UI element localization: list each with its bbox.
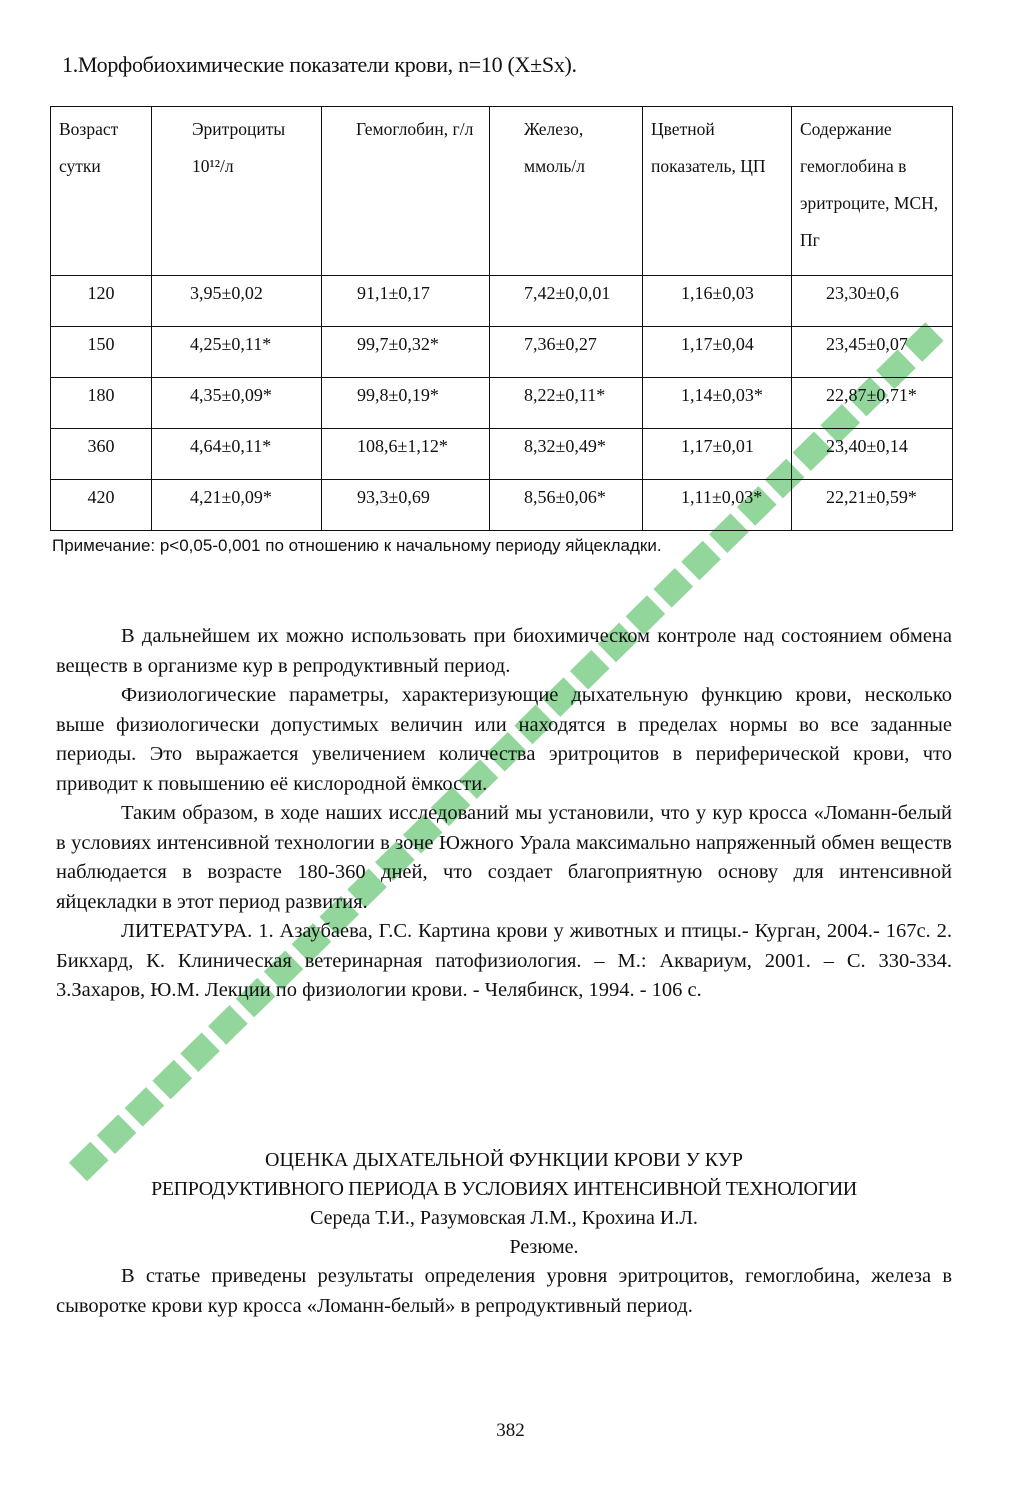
header-mch: Содержание гемоглобина в эритроците, МСН, Пг bbox=[792, 107, 953, 276]
cell-mch: 23,45±0,07 bbox=[792, 327, 953, 378]
header-erythrocytes: Эритроциты 10¹²/л bbox=[152, 107, 322, 276]
table-note: Примечание: p<0,05-0,001 по отношению к начальному периоду яйцекладки. bbox=[52, 536, 662, 555]
cell-age: 120 bbox=[51, 276, 152, 327]
cell-age: 150 bbox=[51, 327, 152, 378]
cell-hemoglobin: 93,3±0,69 bbox=[322, 480, 490, 531]
table-row bbox=[51, 378, 953, 429]
table-row bbox=[51, 327, 953, 378]
cell-mch: 23,40±0,14 bbox=[792, 429, 953, 480]
cell-iron: 7,36±0,27 bbox=[490, 327, 643, 378]
cell-erythrocytes: 4,64±0,11* bbox=[152, 429, 322, 480]
cell-mch: 22,87±0,71* bbox=[792, 378, 953, 429]
cell-iron: 8,32±0,49* bbox=[490, 429, 643, 480]
cell-color-index: 1,17±0,04 bbox=[643, 327, 792, 378]
cell-age: 360 bbox=[51, 429, 152, 480]
cell-color-index: 1,17±0,01 bbox=[643, 429, 792, 480]
cell-erythrocytes: 4,21±0,09* bbox=[152, 480, 322, 531]
cell-iron: 8,22±0,11* bbox=[490, 378, 643, 429]
resume-block bbox=[56, 1262, 952, 1321]
cell-erythrocytes: 4,35±0,09* bbox=[152, 378, 322, 429]
cell-erythrocytes: 3,95±0,02 bbox=[152, 276, 322, 327]
paragraph: Таким образом, в ходе наших исследований мы установили, что у кур кросса «Ломанн-белый в условиях интенсивной технологии в зоне Южного Урала максимально напряженный обмен веществ наблюдается в возрасте 180-360 дней, что создает благоприятную основу для интенсивной яйцекладки в этот период развития. bbox=[56, 802, 952, 913]
article-header bbox=[56, 1146, 952, 1262]
resume-label: Резюме. bbox=[509, 1236, 579, 1258]
cell-hemoglobin: 99,7±0,32* bbox=[322, 327, 490, 378]
cell-hemoglobin: 99,8±0,19* bbox=[322, 378, 490, 429]
cell-hemoglobin: 91,1±0,17 bbox=[322, 276, 490, 327]
cell-age: 180 bbox=[51, 378, 152, 429]
paragraph: Физиологические параметры, характеризующие дыхательную функцию крови, несколько выше физиологически допустимых величин или находятся в пределах нормы во все заданные периоды. Это выражается увеличением количества эритроцитов в периферической крови, что приводит к повышению её кислородной ёмкости. bbox=[56, 684, 952, 795]
cell-color-index: 1,16±0,03 bbox=[643, 276, 792, 327]
cell-hemoglobin: 108,6±1,12* bbox=[322, 429, 490, 480]
header-color-index: Цветной показатель, ЦП bbox=[643, 107, 792, 276]
table-header-row bbox=[51, 107, 953, 276]
blood-indicators-table bbox=[50, 106, 953, 531]
cell-color-index: 1,11±0,03* bbox=[643, 480, 792, 531]
table-row bbox=[51, 480, 953, 531]
cell-iron: 7,42±0,0,01 bbox=[490, 276, 643, 327]
page-number: 382 bbox=[496, 1420, 525, 1441]
cell-mch: 23,30±0,6 bbox=[792, 276, 953, 327]
body-text bbox=[56, 622, 952, 1006]
table-row bbox=[51, 429, 953, 480]
cell-age: 420 bbox=[51, 480, 152, 531]
cell-color-index: 1,14±0,03* bbox=[643, 378, 792, 429]
table-row bbox=[51, 276, 953, 327]
paragraph: В дальнейшем их можно использовать при биохимическом контроле над состоянием обмена веществ в организме кур в репродуктивный период. bbox=[56, 625, 952, 677]
article-title-line1: ОЦЕНКА ДЫХАТЕЛЬНОЙ ФУНКЦИИ КРОВИ У КУР bbox=[265, 1149, 743, 1171]
table-caption: 1.Морфобиохимические показатели крови, n=10 (X±Sx). bbox=[62, 52, 577, 77]
cell-iron: 8,56±0,06* bbox=[490, 480, 643, 531]
references: ЛИТЕРАТУРА. 1. Азаубаева, Г.С. Картина крови у животных и птицы.- Курган, 2004.- 167с. 2. Бикхард, К. Клиническая ветеринарная патофизиология. – М.: Аквариум, 2001. – С. 330-334. 3.Захаров, Ю.М. Лекции по физиологии крови. - Челябинск, 1994. - 106 с. bbox=[56, 920, 952, 1001]
header-iron: Железо, ммоль/л bbox=[490, 107, 643, 276]
article-title-line2: РЕПРОДУКТИВНОГО ПЕРИОДА В УСЛОВИЯХ ИНТЕНСИВНОЙ ТЕХНОЛОГИИ bbox=[151, 1178, 857, 1200]
cell-mch: 22,21±0,59* bbox=[792, 480, 953, 531]
header-age: Возраст сутки bbox=[51, 107, 152, 276]
cell-erythrocytes: 4,25±0,11* bbox=[152, 327, 322, 378]
article-authors: Середа Т.И., Разумовская Л.М., Крохина И.Л. bbox=[310, 1207, 698, 1229]
resume-text: В статье приведены результаты определения уровня эритроцитов, гемоглобина, железа в сыворотке крови кур кросса «Ломанн-белый» в репродуктивный период. bbox=[56, 1265, 952, 1317]
header-hemoglobin: Гемоглобин, г/л bbox=[322, 107, 490, 276]
